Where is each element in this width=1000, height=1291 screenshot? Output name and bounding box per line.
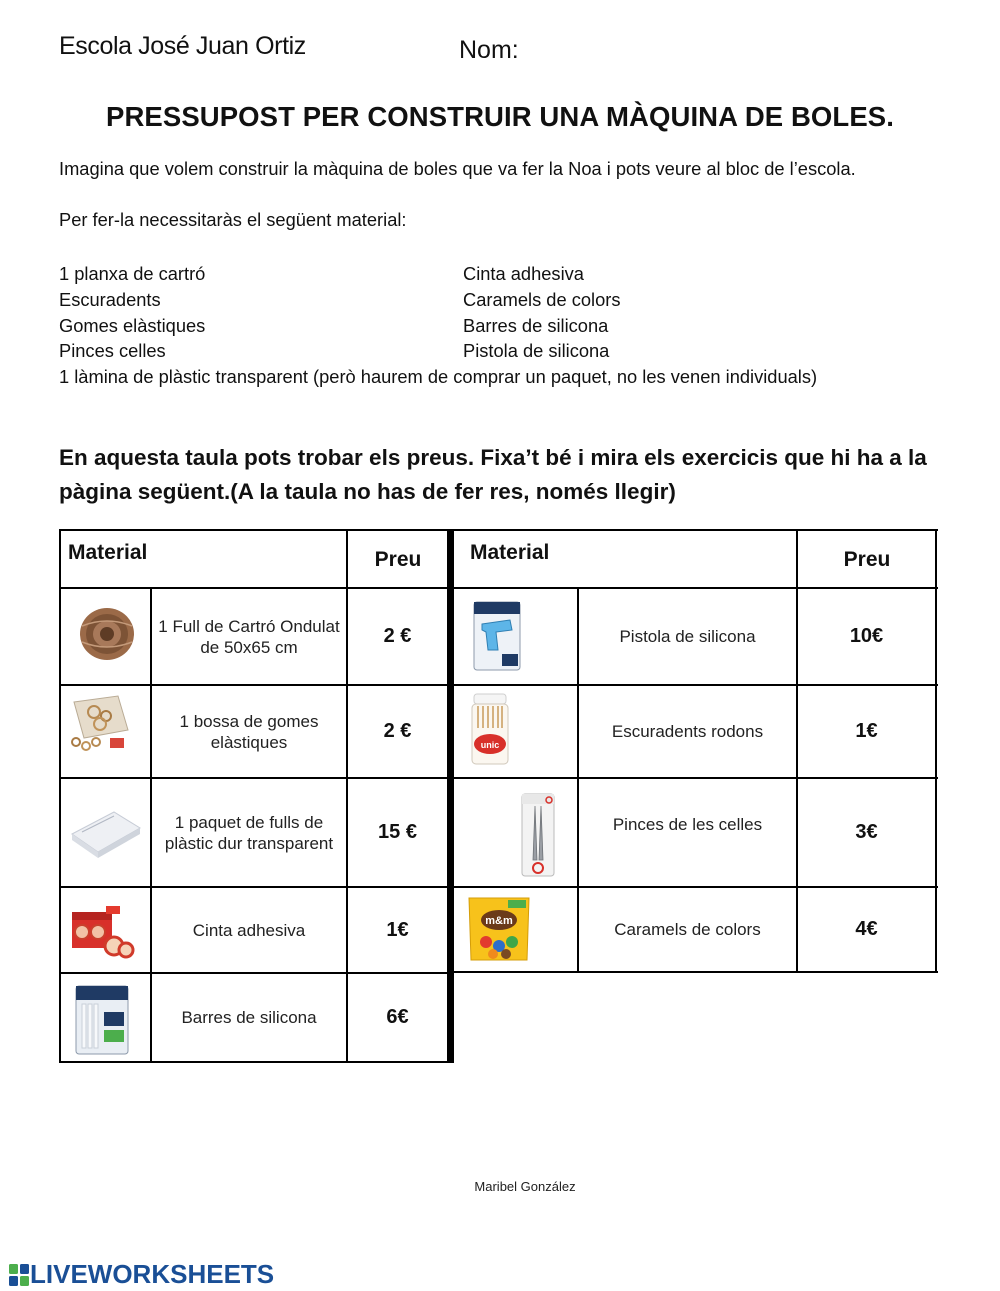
glue-sticks-pack-icon <box>74 984 130 1061</box>
plastic-sheets-pack-icon <box>68 806 142 863</box>
item-price: 15 € <box>378 821 417 843</box>
item-price: 2 € <box>383 720 412 742</box>
list-item: Pistola de silicona <box>463 340 610 362</box>
item-desc: 1 Full de Cartró Ondulat de 50x65 cm <box>158 616 340 657</box>
item-desc: Escuradents rodons <box>611 722 764 741</box>
intro-text: Imagina que volem construir la màquina de boles que va fer la Noa i pots veure al bloc de l’escola. <box>59 158 856 179</box>
need-text: Per fer-la necessitaràs el següent material: <box>59 209 407 230</box>
item-desc: Barres de silicona <box>181 1008 317 1027</box>
item-price: 4€ <box>855 918 878 940</box>
list-item: 1 planxa de cartró <box>59 263 206 284</box>
liveworksheets-logo <box>8 1259 274 1290</box>
header-material-left: Material <box>68 541 148 564</box>
item-price: 2 € <box>383 625 412 647</box>
name-label: Nom: <box>459 36 519 64</box>
list-item: Barres de silicona <box>463 314 609 336</box>
list-item: Caramels de colors <box>463 288 621 310</box>
materials-list <box>59 261 817 390</box>
item-desc: Cinta adhesiva <box>192 920 306 940</box>
toothpick-jar-icon <box>468 692 512 773</box>
liveworksheets-logo-icon <box>8 1263 30 1287</box>
author: Maribel González <box>474 1179 576 1194</box>
header-price-right: Preu <box>843 548 891 571</box>
page-title: PRESSUPOST PER CONSTRUIR UNA MÀQUINA DE BOLES. <box>106 101 894 132</box>
item-price: 1€ <box>855 720 878 742</box>
list-item: Escuradents <box>59 288 161 310</box>
item-desc: 1 paquet de fulls de plàstic dur transparent <box>164 812 334 853</box>
school-name: Escola José Juan Ortiz <box>59 32 306 60</box>
table-instructions: En aquesta taula pots trobar els preus. Fixa’t bé i mira els exercicis que hi ha a la pàgina següent.(A la taula no has de fer res, només llegir) <box>59 445 927 504</box>
item-desc: Pistola de silicona <box>619 627 756 646</box>
item-price: 1€ <box>386 918 409 941</box>
list-item: Pinces celles <box>59 340 166 362</box>
svg-text:unic: unic <box>480 740 500 750</box>
item-price: 6€ <box>386 1006 409 1028</box>
list-item: Gomes elàstiques <box>59 314 206 336</box>
candy-bag-icon <box>466 894 532 971</box>
item-price: 10€ <box>849 625 884 647</box>
adhesive-tape-box-icon <box>68 902 136 965</box>
item-desc: Caramels de colors <box>614 920 761 939</box>
tweezers-icon <box>520 792 556 883</box>
list-item: 1 làmina de plàstic transparent (però haurem de comprar un paquet, no les venen individuals) <box>59 366 818 388</box>
cardboard-roll-icon <box>74 604 140 669</box>
header-material-right: Material <box>470 541 550 564</box>
list-item: Cinta adhesiva <box>463 263 584 284</box>
item-price: 3€ <box>855 821 878 843</box>
item-desc: Pinces de les celles <box>612 814 763 834</box>
svg-text:m&m: m&m <box>485 915 513 927</box>
glue-gun-icon <box>472 600 522 677</box>
rubber-bands-bag-icon <box>66 692 134 757</box>
item-desc: 1 bossa de gomes elàstiques <box>179 711 319 752</box>
liveworksheets-logo-text: LIVEWORKSHEETS <box>30 1259 275 1289</box>
header-price-left: Preu <box>374 548 422 571</box>
